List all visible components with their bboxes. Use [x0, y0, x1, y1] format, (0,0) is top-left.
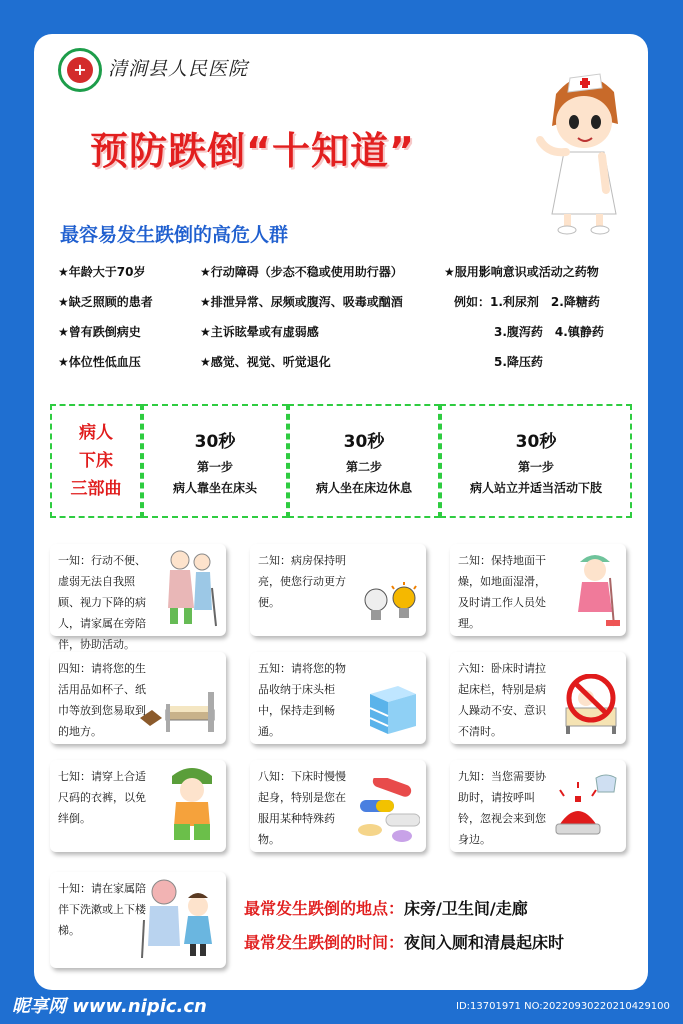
- call-bell-icon: [550, 772, 620, 844]
- steps-label-line: 下床: [79, 451, 113, 471]
- step-box: [440, 404, 632, 518]
- step-name: 第一步: [196, 459, 233, 474]
- mop-worker-icon: [570, 548, 620, 628]
- pills-icon: [352, 778, 420, 844]
- risk-item: 5.降压药: [494, 355, 543, 369]
- risk-item: ★排泄异常、尿频或腹泻、吸毒或酗酒: [200, 295, 403, 309]
- summary-place-value: 床旁/卫生间/走廊: [404, 899, 528, 918]
- bed-exit-steps: [50, 404, 632, 518]
- tip-text: 四知：请将您的生活用品如杯子、纸巾等放到您易取到的地方。: [58, 662, 146, 738]
- step-time: 30秒: [343, 431, 385, 452]
- nurse-illustration: [534, 64, 634, 236]
- tip-text: 七知：请穿上合适尺码的衣裤，以免绊倒。: [58, 770, 146, 825]
- family-companion-icon: [140, 876, 220, 960]
- steps-label-line: 三部曲: [70, 479, 122, 499]
- hospital-name: 清涧县人民医院: [108, 58, 249, 80]
- tip-text: 二知：保持地面干燥，如地面湿滑，及时请工作人员处理。: [458, 554, 546, 630]
- light-bulb-icon: [360, 582, 420, 628]
- risk-item: ★曾有跌倒病史: [58, 325, 141, 339]
- step-time: 30秒: [194, 431, 236, 452]
- risk-item: ★服用影响意识或活动之药物: [444, 265, 599, 279]
- tip-text: 十知：请在家属陪伴下洗漱或上下楼梯。: [58, 882, 146, 937]
- poster-card: [34, 34, 648, 990]
- tip-text: 一知：行动不便、虚弱无法自我照顾、视力下降的病人，请家属在旁陪伴，协助活动。: [58, 554, 146, 651]
- step-desc: 病人靠坐在床头: [172, 480, 257, 495]
- steps-label-box: [50, 404, 142, 518]
- hospital-logo: [58, 48, 102, 92]
- risk-item: ★感觉、视觉、听觉退化: [200, 355, 331, 369]
- step-desc: 病人站立并适当活动下肢: [469, 480, 602, 495]
- elderly-helper-icon: [158, 548, 220, 628]
- section-title-high-risk: 最容易发生跌倒的高危人群: [60, 224, 289, 246]
- step-box: [288, 404, 440, 518]
- risk-item: ★缺乏照顾的患者: [58, 295, 153, 309]
- tip-card-8: [250, 760, 426, 852]
- summary-place-key: 最常发生跌倒的地点：: [244, 899, 405, 918]
- child-clothes-icon: [164, 764, 220, 844]
- step-time: 30秒: [515, 431, 557, 452]
- tip-card-6: [450, 652, 626, 744]
- no-fall-bed-icon: [562, 674, 620, 736]
- step-desc: 病人坐在床边休息: [315, 480, 412, 495]
- tip-text: 五知：请将您的物品收纳于床头柜中，保持走到畅通。: [258, 662, 346, 738]
- cabinet-icon: [364, 680, 420, 736]
- step-box: [142, 404, 288, 518]
- tip-text: 九知：当您需要协助时，请按呼叫铃，忽视会来到您身边。: [458, 770, 546, 846]
- tip-card-3: [450, 544, 626, 636]
- summary-time-key: 最常发生跌倒的时间：: [244, 933, 405, 952]
- tip-card-9: [450, 760, 626, 852]
- page-title: 预防跌倒“十知道”: [90, 129, 415, 173]
- risk-item: ★行动障碍（步态不稳或使用助行器）: [200, 265, 403, 279]
- cross-icon: +: [67, 57, 93, 83]
- steps-label-line: 病人: [79, 423, 113, 443]
- watermark-brand: 昵享网 www.nipic.cn: [12, 996, 207, 1017]
- tip-card-5: [250, 652, 426, 744]
- risk-item: ★体位性低血压: [58, 355, 141, 369]
- tip-card-4: [50, 652, 226, 744]
- summary-place: [244, 896, 528, 919]
- step-name: 第二步: [345, 459, 382, 474]
- image-id: ID:13701971 NO:20220930220210429100: [456, 1001, 670, 1012]
- risk-item: ★主诉眩晕或有虚弱感: [200, 325, 319, 339]
- tip-card-7: [50, 760, 226, 852]
- tip-card-2: [250, 544, 426, 636]
- summary-time: [244, 930, 564, 953]
- tip-text: 二知：病房保持明亮，使您行动更方便。: [258, 554, 346, 609]
- risk-item: 3.腹泻药 4.镇静药: [494, 325, 604, 339]
- risk-item: ★年龄大于70岁: [58, 265, 146, 279]
- risk-item: 例如：1.利尿剂 2.降糖药: [454, 295, 600, 309]
- tip-card-10: [50, 872, 226, 968]
- tip-card-1: [50, 544, 226, 651]
- step-name: 第一步: [517, 459, 554, 474]
- tip-text: 六知：卧床时请拉起床栏，特别是病人躁动不安、意识不清时。: [458, 662, 546, 738]
- summary-time-value: 夜间入厕和清晨起床时: [404, 933, 565, 952]
- bed-icon: [136, 686, 220, 736]
- tip-text: 八知：下床时慢慢起身，特别是您在服用某种特殊药物。: [258, 770, 346, 846]
